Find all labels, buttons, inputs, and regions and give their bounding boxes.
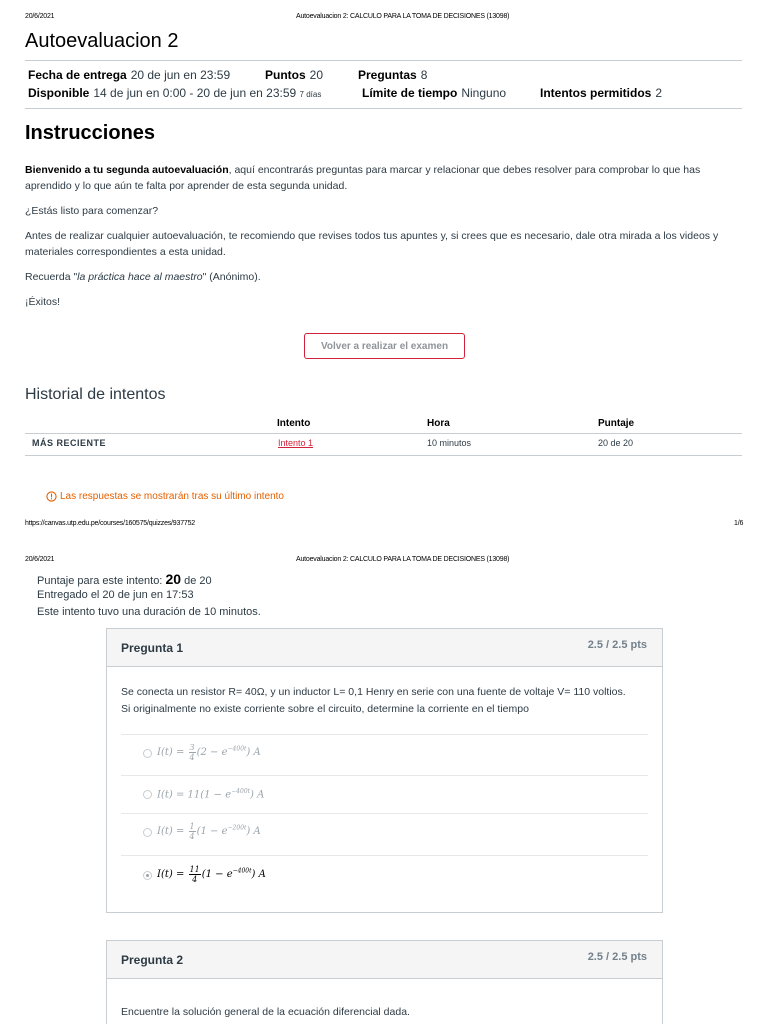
answer-formula — [157, 822, 261, 841]
question-header — [107, 629, 662, 667]
formula-exponent: −400t — [227, 745, 247, 753]
answer-formula — [157, 865, 266, 884]
fraction-numerator: 3 — [189, 743, 195, 752]
attempt-score: 20 de 20 — [598, 438, 634, 448]
question-text — [121, 684, 656, 718]
due-date — [28, 68, 230, 82]
points — [265, 68, 323, 82]
question-header — [107, 941, 662, 979]
attempts-allowed-label: Intentos permitidos — [540, 86, 652, 100]
attempt-time: 10 minutos — [427, 438, 472, 448]
instructions-paragraph-4 — [25, 269, 261, 285]
fraction-numerator: 11 — [189, 865, 200, 874]
instructions-heading: Instrucciones — [25, 122, 156, 144]
quote-text: la práctica hace al maestro — [77, 271, 203, 283]
fraction-denominator: 4 — [189, 753, 195, 762]
due-date-value: 20 de jun en 23:59 — [130, 68, 231, 82]
submitted-date: Entregado el 20 de jun en 17:53 — [37, 589, 194, 601]
answers-notice-text: Las respuestas se mostrarán tras su último intento — [60, 491, 284, 502]
print-date: 20/6/2021 — [25, 13, 55, 20]
answer-option[interactable] — [121, 775, 648, 813]
quote-suffix: " (Anónimo). — [202, 271, 261, 283]
formula-prefix: I(t) = 11(1 − e — [157, 789, 232, 801]
available-value: 14 de jun en 0:00 - 20 de jun en 23:59 — [93, 86, 297, 100]
formula-exponent: −200t — [227, 824, 247, 832]
time-limit — [362, 86, 506, 100]
question-points: 2.5 / 2.5 pts — [587, 639, 647, 651]
attempt-score-summary — [37, 571, 212, 587]
answer-formula — [157, 788, 264, 800]
column-header-attempt: Intento — [277, 418, 311, 429]
quote-prefix: Recuerda " — [25, 271, 78, 283]
quiz-title: Autoevaluacion 2 — [25, 30, 179, 52]
time-limit-label: Límite de tiempo — [362, 86, 458, 100]
attempts-allowed — [540, 86, 662, 100]
available — [28, 86, 321, 100]
print-date-page-2: 20/6/2021 — [25, 556, 55, 563]
formula-fraction — [189, 822, 196, 841]
welcome-text: Bienvenido a tu segunda autoevaluación — [25, 164, 229, 176]
question-card-2 — [106, 940, 663, 1024]
formula-fraction — [189, 743, 196, 762]
print-url: https://canvas.utp.edu.pe/courses/160575/quizzes/937752 — [25, 520, 195, 527]
formula-prefix: I(t) = — [157, 869, 188, 880]
attempt-duration: Este intento tuvo una duración de 10 minutos. — [37, 606, 261, 618]
radio-selected-icon[interactable] — [143, 871, 152, 880]
answer-option-selected[interactable] — [121, 855, 648, 899]
table-header-divider — [25, 433, 742, 434]
column-header-score: Puntaje — [598, 418, 635, 429]
question-title: Pregunta 1 — [121, 641, 184, 655]
formula-body: (1 − e — [201, 869, 233, 880]
attempts-allowed-value: 2 — [655, 86, 663, 100]
fraction-numerator: 1 — [189, 822, 195, 831]
divider — [25, 108, 742, 109]
most-recent-label: MÁS RECIENTE — [32, 438, 107, 448]
instructions-paragraph-2: ¿Estás listo para comenzar? — [25, 205, 159, 217]
answer-option[interactable] — [121, 813, 648, 851]
welcome-rest: , aquí encontrarás preguntas para marcar y relacionar que debes resolver para comprobar lo que has aprendido y lo que aún te falta por aprender de esta segunda unidad. — [25, 164, 701, 192]
fraction-denominator: 4 — [189, 832, 195, 841]
instructions-paragraph-1 — [25, 162, 745, 194]
formula-exponent: −400t — [231, 788, 251, 795]
answers-notice — [46, 491, 284, 502]
score-value: 20 — [165, 571, 182, 587]
available-label: Disponible — [28, 86, 90, 100]
formula-prefix: I(t) = — [157, 826, 188, 837]
print-page-number: 1/6 — [734, 520, 744, 527]
instructions-paragraph-5: ¡Éxitos! — [25, 296, 61, 308]
radio-icon[interactable] — [143, 828, 152, 837]
question-title: Pregunta 2 — [121, 953, 184, 967]
points-label: Puntos — [265, 68, 306, 82]
points-value: 20 — [309, 68, 324, 82]
time-limit-value: Ninguno — [461, 86, 507, 100]
history-heading: Historial de intentos — [25, 386, 166, 403]
question-card-1 — [106, 628, 663, 913]
formula-body: (2 − e — [196, 747, 228, 758]
score-label: Puntaje para este intento: — [37, 575, 163, 587]
divider — [25, 60, 742, 61]
radio-icon[interactable] — [143, 749, 152, 758]
formula-suffix: ) A — [246, 747, 261, 758]
instructions-paragraph-3: Antes de realizar cualquier autoevaluación, te recomiendo que revises todos tus apuntes y, si crees que es necesario, dale otra mirada a los videos y materiales correspondientes a esta unidad. — [25, 230, 719, 258]
warning-circle-icon — [46, 491, 57, 502]
retake-quiz-button[interactable]: Volver a realizar el examen — [304, 333, 465, 359]
question-text-line-1: Se conecta un resistor R= 40Ω, y un inductor L= 0,1 Henry en serie con una fuente de voltaje V= 110 voltios. — [121, 686, 626, 698]
formula-exponent: −400t — [232, 867, 252, 875]
questions-count — [358, 68, 427, 82]
score-total: de 20 — [184, 575, 212, 587]
formula-fraction — [189, 865, 201, 884]
formula-suffix: ) A — [246, 826, 261, 837]
formula-prefix: I(t) = — [157, 747, 188, 758]
question-text-line-2: Si originalmente no existe corriente sobre el circuito, determine la corriente en el tiempo — [121, 703, 529, 715]
fraction-denominator: 4 — [192, 875, 198, 884]
formula-suffix: ) A — [251, 869, 266, 880]
questions-value: 8 — [420, 68, 428, 82]
print-course-title-page-2: Autoevaluacion 2: CALCULO PARA LA TOMA DE DECISIONES (13098) — [296, 556, 510, 563]
available-days: 7 días — [299, 90, 322, 99]
formula-suffix: ) A — [250, 789, 265, 801]
column-header-time: Hora — [427, 418, 450, 429]
questions-label: Preguntas — [358, 68, 417, 82]
answer-option[interactable] — [121, 734, 648, 772]
attempt-1-link[interactable]: Intento 1 — [278, 438, 314, 448]
due-date-label: Fecha de entrega — [28, 68, 127, 82]
table-row-divider — [25, 455, 742, 456]
radio-icon[interactable] — [143, 790, 152, 799]
print-course-title: Autoevaluacion 2: CALCULO PARA LA TOMA DE DECISIONES (13098) — [296, 13, 510, 20]
formula-body: (1 − e — [196, 826, 228, 837]
question-points: 2.5 / 2.5 pts — [587, 951, 647, 963]
question-text: Encuentre la solución general de la ecuación diferencial dada. — [121, 1006, 410, 1018]
answer-formula — [157, 743, 261, 762]
